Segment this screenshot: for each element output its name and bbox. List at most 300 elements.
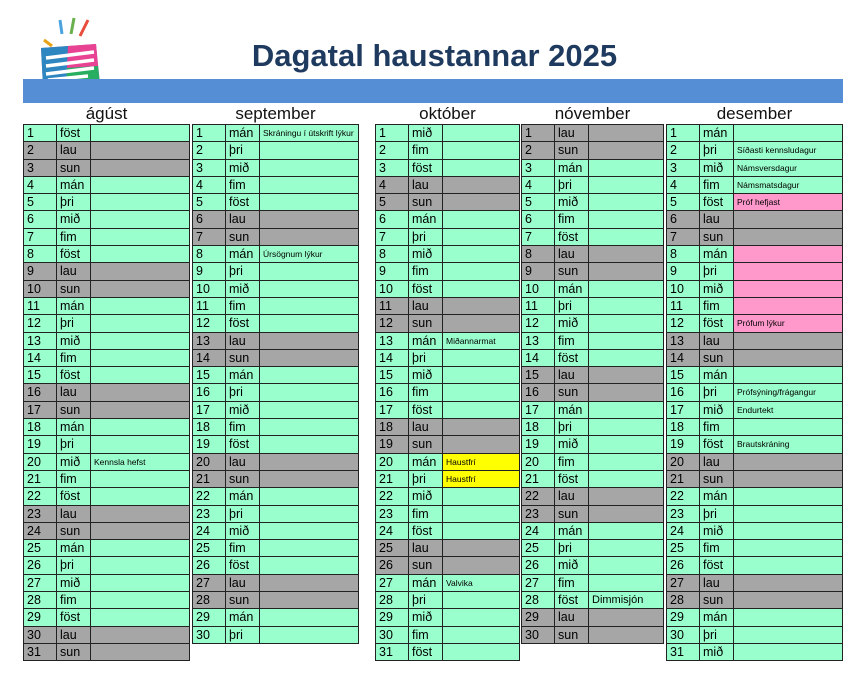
day-row — [193, 367, 359, 384]
day-number: 8 — [24, 246, 57, 262]
day-row — [24, 419, 190, 436]
weekday-name: föst — [57, 367, 91, 383]
day-note — [734, 229, 843, 245]
day-note — [589, 436, 664, 452]
day-number: 10 — [667, 281, 700, 297]
day-row — [667, 575, 843, 592]
day-number: 30 — [522, 627, 555, 643]
day-note — [734, 506, 843, 522]
day-row — [667, 609, 843, 626]
day-row — [376, 540, 520, 557]
day-row — [522, 367, 664, 384]
weekday-name: fim — [409, 627, 443, 643]
day-note — [443, 229, 520, 245]
day-note — [260, 506, 359, 522]
day-note — [260, 281, 359, 297]
day-number: 15 — [24, 367, 57, 383]
day-row — [667, 402, 843, 419]
day-number: 23 — [522, 506, 555, 522]
weekday-name: mið — [409, 367, 443, 383]
day-number: 12 — [522, 315, 555, 331]
weekday-name: sun — [57, 160, 91, 176]
day-row — [522, 263, 664, 280]
weekday-name: mán — [555, 523, 589, 539]
day-note — [734, 592, 843, 608]
day-row — [24, 315, 190, 332]
weekday-name: lau — [226, 575, 260, 591]
day-note — [734, 575, 843, 591]
day-number: 5 — [667, 194, 700, 210]
day-note — [260, 160, 359, 176]
weekday-name: mið — [226, 523, 260, 539]
day-note — [91, 540, 190, 556]
day-number: 10 — [522, 281, 555, 297]
weekday-name: föst — [57, 488, 91, 504]
day-row — [522, 194, 664, 211]
weekday-name: mið — [409, 246, 443, 262]
day-row — [193, 263, 359, 280]
weekday-name: föst — [57, 246, 91, 262]
day-row — [376, 350, 520, 367]
weekday-name: sun — [700, 592, 734, 608]
day-number: 24 — [24, 523, 57, 539]
month-name: desember — [716, 104, 793, 123]
day-number: 6 — [24, 211, 57, 227]
day-row — [193, 557, 359, 574]
day-number: 14 — [667, 350, 700, 366]
day-number: 15 — [193, 367, 226, 383]
day-row — [376, 246, 520, 263]
weekday-name: sun — [555, 506, 589, 522]
day-number: 9 — [193, 263, 226, 279]
day-number: 27 — [376, 575, 409, 591]
day-row — [193, 211, 359, 228]
weekday-name: föst — [555, 229, 589, 245]
weekday-name: fim — [226, 540, 260, 556]
day-note — [443, 194, 520, 210]
day-number: 1 — [667, 125, 700, 141]
day-row — [376, 194, 520, 211]
day-row — [522, 384, 664, 401]
day-row — [522, 402, 664, 419]
day-row — [24, 298, 190, 315]
day-note — [734, 281, 843, 297]
weekday-name: þri — [555, 540, 589, 556]
day-row — [667, 125, 843, 142]
weekday-name: lau — [555, 609, 589, 625]
day-note — [91, 436, 190, 452]
day-note — [91, 402, 190, 418]
day-row — [193, 333, 359, 350]
month-name: nóvember — [554, 104, 631, 123]
weekday-name: mið — [57, 333, 91, 349]
day-note: Brautskráning — [734, 436, 843, 452]
day-number: 22 — [24, 488, 57, 504]
day-note: Námsmatsdagur — [734, 177, 843, 193]
day-note — [443, 281, 520, 297]
day-note — [260, 557, 359, 573]
day-row — [667, 367, 843, 384]
weekday-name: þri — [57, 436, 91, 452]
weekday-name: föst — [700, 194, 734, 210]
day-note — [589, 315, 664, 331]
weekday-name: þri — [57, 557, 91, 573]
weekday-name: mán — [226, 609, 260, 625]
day-note — [443, 367, 520, 383]
weekday-name: föst — [226, 194, 260, 210]
day-number: 21 — [24, 471, 57, 487]
day-note — [589, 488, 664, 504]
day-row — [522, 229, 664, 246]
day-note — [443, 523, 520, 539]
day-row — [24, 350, 190, 367]
day-note — [91, 557, 190, 573]
weekday-name: mið — [555, 557, 589, 573]
day-note — [260, 402, 359, 418]
day-number: 11 — [193, 298, 226, 314]
day-row — [193, 384, 359, 401]
day-row — [667, 557, 843, 574]
day-row — [667, 488, 843, 505]
day-number: 5 — [522, 194, 555, 210]
month-name: ágúst — [85, 104, 128, 123]
month-grid — [521, 124, 664, 644]
weekday-name: mið — [57, 211, 91, 227]
day-row — [193, 540, 359, 557]
header-bar — [23, 79, 843, 103]
weekday-name: föst — [57, 125, 91, 141]
weekday-name: þri — [555, 298, 589, 314]
day-number: 7 — [376, 229, 409, 245]
day-note: Valvika — [443, 575, 520, 591]
day-note — [91, 194, 190, 210]
day-note — [443, 160, 520, 176]
day-number: 15 — [522, 367, 555, 383]
weekday-name: fim — [409, 506, 443, 522]
day-number: 22 — [376, 488, 409, 504]
day-row — [24, 160, 190, 177]
day-row — [24, 471, 190, 488]
day-note — [91, 609, 190, 625]
day-note — [91, 177, 190, 193]
day-number: 12 — [24, 315, 57, 331]
weekday-name: þri — [226, 263, 260, 279]
day-note — [589, 419, 664, 435]
day-number: 6 — [522, 211, 555, 227]
day-row — [667, 298, 843, 315]
day-note — [260, 350, 359, 366]
weekday-name: mið — [700, 160, 734, 176]
weekday-name: mán — [700, 488, 734, 504]
day-number: 3 — [667, 160, 700, 176]
weekday-name: sun — [409, 557, 443, 573]
day-note: Úrsögnum lýkur — [260, 246, 359, 262]
day-number: 26 — [24, 557, 57, 573]
day-number: 4 — [667, 177, 700, 193]
day-row — [522, 627, 664, 644]
day-number: 14 — [522, 350, 555, 366]
day-row — [522, 609, 664, 626]
weekday-name: lau — [555, 125, 589, 141]
day-row — [24, 194, 190, 211]
day-number: 30 — [376, 627, 409, 643]
day-note — [91, 142, 190, 158]
weekday-name: lau — [226, 211, 260, 227]
day-number: 10 — [376, 281, 409, 297]
day-note — [443, 609, 520, 625]
day-row — [193, 125, 359, 142]
day-row — [667, 384, 843, 401]
day-number: 3 — [522, 160, 555, 176]
day-number: 31 — [667, 644, 700, 660]
weekday-name: sun — [700, 350, 734, 366]
day-number: 6 — [193, 211, 226, 227]
page-title: Dagatal haustannar 2025 — [251, 38, 618, 73]
day-row — [667, 523, 843, 540]
day-row — [24, 488, 190, 505]
day-number: 13 — [24, 333, 57, 349]
day-note — [260, 627, 359, 643]
day-number: 28 — [522, 592, 555, 608]
weekday-name: sun — [57, 402, 91, 418]
weekday-name: mán — [700, 125, 734, 141]
day-number: 2 — [193, 142, 226, 158]
weekday-name: þri — [226, 506, 260, 522]
day-row — [376, 419, 520, 436]
day-number: 19 — [24, 436, 57, 452]
day-note — [589, 575, 664, 591]
day-row — [193, 229, 359, 246]
weekday-name: mið — [700, 523, 734, 539]
day-number: 1 — [376, 125, 409, 141]
day-row — [522, 506, 664, 523]
day-row — [24, 557, 190, 574]
day-row — [193, 592, 359, 609]
day-row — [667, 506, 843, 523]
day-row — [376, 281, 520, 298]
day-number: 26 — [522, 557, 555, 573]
day-number: 16 — [24, 384, 57, 400]
weekday-name: mið — [700, 402, 734, 418]
day-number: 25 — [667, 540, 700, 556]
day-note — [91, 298, 190, 314]
day-note — [589, 627, 664, 643]
day-number: 21 — [376, 471, 409, 487]
day-number: 5 — [24, 194, 57, 210]
weekday-name: þri — [700, 627, 734, 643]
weekday-name: föst — [226, 436, 260, 452]
weekday-name: mán — [555, 281, 589, 297]
day-row — [667, 592, 843, 609]
day-number: 1 — [522, 125, 555, 141]
day-note — [589, 160, 664, 176]
weekday-name: föst — [226, 557, 260, 573]
day-row — [667, 211, 843, 228]
day-row — [667, 246, 843, 263]
day-row — [193, 454, 359, 471]
day-row — [24, 644, 190, 661]
day-number: 18 — [193, 419, 226, 435]
day-number: 28 — [376, 592, 409, 608]
day-row — [24, 246, 190, 263]
day-row — [193, 436, 359, 453]
day-number: 27 — [667, 575, 700, 591]
day-number: 30 — [193, 627, 226, 643]
day-row — [522, 557, 664, 574]
day-row — [522, 540, 664, 557]
day-row — [522, 523, 664, 540]
day-number: 25 — [193, 540, 226, 556]
day-number: 20 — [376, 454, 409, 470]
weekday-name: mið — [700, 281, 734, 297]
day-row — [522, 177, 664, 194]
day-number: 8 — [193, 246, 226, 262]
day-number: 6 — [376, 211, 409, 227]
day-note — [443, 557, 520, 573]
day-number: 12 — [376, 315, 409, 331]
day-note — [589, 609, 664, 625]
day-note: Haustfrí — [443, 454, 520, 470]
day-note: Kennsla hefst — [91, 454, 190, 470]
day-note — [260, 609, 359, 625]
day-row — [522, 315, 664, 332]
day-number: 10 — [193, 281, 226, 297]
month-grid — [192, 124, 359, 644]
day-number: 23 — [667, 506, 700, 522]
day-note — [260, 367, 359, 383]
day-row — [193, 281, 359, 298]
day-row — [376, 384, 520, 401]
weekday-name: mán — [57, 298, 91, 314]
day-row — [522, 142, 664, 159]
weekday-name: mán — [409, 211, 443, 227]
weekday-name: þri — [226, 384, 260, 400]
day-note: Prófsýning/frágangur — [734, 384, 843, 400]
weekday-name: sun — [409, 315, 443, 331]
day-number: 10 — [24, 281, 57, 297]
day-row — [193, 350, 359, 367]
day-number: 13 — [193, 333, 226, 349]
day-note: Skráningu í útskrift lýkur — [260, 125, 359, 141]
weekday-name: lau — [409, 298, 443, 314]
day-note: Námsversdagur — [734, 160, 843, 176]
day-note — [260, 384, 359, 400]
weekday-name: föst — [409, 402, 443, 418]
day-row — [24, 384, 190, 401]
day-number: 30 — [24, 627, 57, 643]
day-number: 4 — [376, 177, 409, 193]
day-note — [589, 246, 664, 262]
day-note — [443, 419, 520, 435]
day-number: 7 — [522, 229, 555, 245]
day-note — [260, 419, 359, 435]
day-note — [91, 263, 190, 279]
day-number: 15 — [667, 367, 700, 383]
weekday-name: þri — [700, 506, 734, 522]
weekday-name: fim — [57, 471, 91, 487]
day-number: 21 — [667, 471, 700, 487]
day-number: 14 — [376, 350, 409, 366]
day-number: 7 — [667, 229, 700, 245]
day-note — [589, 211, 664, 227]
day-row — [24, 454, 190, 471]
day-note — [443, 592, 520, 608]
weekday-name: mið — [700, 644, 734, 660]
day-note — [734, 246, 843, 262]
weekday-name: sun — [555, 627, 589, 643]
day-row — [193, 523, 359, 540]
day-row — [376, 488, 520, 505]
month-grid — [666, 124, 843, 661]
day-row — [667, 644, 843, 661]
day-number: 23 — [376, 506, 409, 522]
day-note — [734, 557, 843, 573]
day-note — [734, 125, 843, 141]
day-number: 11 — [376, 298, 409, 314]
day-note — [443, 644, 520, 660]
weekday-name: sun — [226, 592, 260, 608]
day-number: 31 — [24, 644, 57, 660]
day-note — [734, 454, 843, 470]
weekday-name: lau — [57, 506, 91, 522]
day-row — [376, 575, 520, 592]
day-row — [667, 627, 843, 644]
day-number: 29 — [667, 609, 700, 625]
weekday-name: sun — [555, 384, 589, 400]
weekday-name: þri — [409, 592, 443, 608]
day-note — [91, 419, 190, 435]
day-note — [443, 384, 520, 400]
day-note: Haustfrí — [443, 471, 520, 487]
day-row — [193, 506, 359, 523]
day-number: 21 — [522, 471, 555, 487]
day-row — [522, 160, 664, 177]
day-note — [91, 592, 190, 608]
day-number: 22 — [522, 488, 555, 504]
day-row — [667, 540, 843, 557]
day-note — [260, 471, 359, 487]
day-note — [91, 523, 190, 539]
day-number: 27 — [24, 575, 57, 591]
day-number: 29 — [522, 609, 555, 625]
day-number: 13 — [376, 333, 409, 349]
day-number: 6 — [667, 211, 700, 227]
weekday-name: mán — [226, 246, 260, 262]
day-note — [734, 211, 843, 227]
weekday-name: mið — [226, 402, 260, 418]
weekday-name: fim — [700, 298, 734, 314]
day-row — [24, 402, 190, 419]
weekday-name: lau — [409, 540, 443, 556]
day-number: 23 — [24, 506, 57, 522]
day-note — [260, 298, 359, 314]
day-number: 14 — [24, 350, 57, 366]
day-row — [376, 177, 520, 194]
day-row — [667, 350, 843, 367]
weekday-name: fim — [226, 177, 260, 193]
day-row — [193, 160, 359, 177]
day-row — [376, 229, 520, 246]
day-note — [91, 367, 190, 383]
day-note — [589, 298, 664, 314]
day-note — [91, 506, 190, 522]
day-row — [522, 454, 664, 471]
day-number: 2 — [24, 142, 57, 158]
weekday-name: föst — [409, 644, 443, 660]
day-note — [734, 471, 843, 487]
day-note — [589, 194, 664, 210]
day-number: 9 — [376, 263, 409, 279]
